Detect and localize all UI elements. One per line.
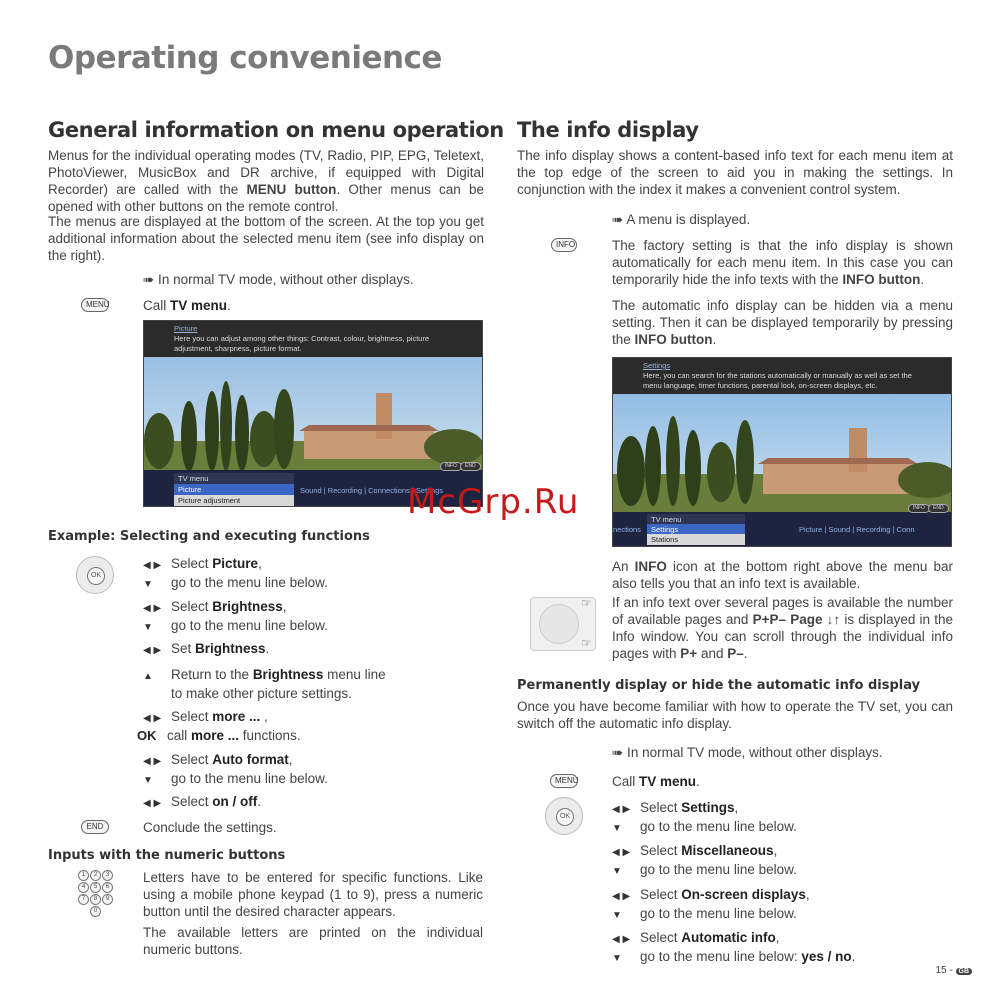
step-punct: ,: [805, 887, 810, 902]
menu-item-stations[interactable]: Stations: [647, 534, 745, 545]
arrow-left-right-icon: ◀ ▶: [143, 560, 162, 571]
step-text-2: go to the menu line below.: [171, 771, 328, 786]
step-punct: ,: [258, 556, 262, 571]
end-key-icon: END: [81, 820, 109, 834]
left-step-2: [143, 598, 328, 636]
example-heading: Example: Selecting and executing functions: [48, 529, 370, 544]
numpad-key-icon: 8: [90, 894, 101, 905]
right-p3: [612, 558, 953, 592]
p4-bold-2: P+: [680, 646, 698, 661]
end-pill-icon: END: [928, 504, 949, 513]
right-step-2: [612, 842, 797, 880]
pointer-hand-bottom-icon: ☞: [581, 636, 592, 650]
arrow-down-icon: ▼: [612, 910, 622, 921]
menu-key-icon: MENU: [81, 298, 109, 312]
left-call-tv-menu: [143, 297, 231, 314]
step-punct: ,: [775, 930, 780, 945]
step-punct: ,: [288, 752, 293, 767]
conclude-text: Conclude the settings.: [143, 820, 277, 835]
numpad-key-icon: 5: [90, 882, 101, 893]
remote-ring-icon: [539, 604, 579, 644]
p3-end: icon at the bottom right above the menu bar also tells you that an info text is available.: [612, 559, 953, 591]
step-punct: .: [265, 641, 270, 656]
ok-button-icon: OK: [556, 808, 574, 826]
page-number-text: 15 -: [935, 965, 953, 976]
arrow-left-right-icon: ◀ ▶: [612, 847, 631, 858]
language-badge: GB: [956, 968, 973, 975]
left-intro-2: The menus are displayed at the bottom of the screen. At the top you get additional information about the selected menu item (see info display on the right).: [48, 214, 484, 263]
step-bold: Picture: [212, 556, 259, 571]
right-step-1: [612, 799, 797, 837]
numeric-keypad-icon: [78, 870, 114, 918]
step-bold: Brightness: [252, 667, 324, 682]
step-bold: Brightness: [212, 599, 283, 614]
arrow-left-right-icon: ◀ ▶: [612, 934, 631, 945]
menu-item-picture-selected[interactable]: Picture: [174, 484, 294, 495]
p4-bold: P+P– Page: [752, 612, 823, 627]
numpad-key-icon: 0: [90, 906, 101, 917]
p1-text: The factory setting is that the info display is shown automatically for each menu item. In this case you can temporarily hide the info texts with the: [612, 238, 953, 287]
right-step-3: [612, 886, 810, 924]
arrow-down-icon: ▼: [143, 579, 153, 590]
step-bold: Brightness: [195, 641, 266, 656]
menu-tabs[interactable]: Picture | Sound | Recording | Conn: [799, 525, 915, 534]
step-punct: ,: [260, 709, 268, 724]
info-title: Picture: [174, 324, 198, 333]
p2-end: .: [712, 332, 717, 347]
menu-title: TV menu: [647, 514, 745, 525]
p3-bold: INFO: [634, 559, 667, 574]
call-end: .: [696, 774, 700, 789]
step-text-2: go to the menu line below:: [640, 949, 802, 964]
numeric-heading: Inputs with the numeric buttons: [48, 848, 286, 863]
call-text: Call: [612, 774, 640, 789]
right-call-tv-menu: [612, 773, 700, 790]
arrow-down-icon: ▼: [612, 953, 622, 964]
page-title: Operating convenience: [48, 40, 442, 76]
left-intro-1: [48, 147, 484, 215]
p2-text: The automatic info display can be hidden via a menu setting. Then it can be displayed temporarily by pressing the: [612, 298, 953, 347]
perm-heading: Permanently display or hide the automatic info display: [517, 678, 921, 693]
step-bold: Auto format: [212, 752, 289, 767]
info-title: Settings: [643, 361, 671, 370]
menu-item-settings-selected[interactable]: Settings: [647, 524, 745, 535]
step-text-2: go to the menu line below.: [640, 819, 797, 834]
arrow-left-right-icon: ◀ ▶: [612, 804, 631, 815]
left-step-7: [143, 793, 261, 812]
call-end: .: [227, 298, 231, 313]
info-pill-icon: INFO: [440, 462, 462, 471]
step-text: Select: [640, 887, 682, 902]
step-bold: Settings: [681, 800, 735, 815]
step-text-2: go to the menu line below.: [171, 575, 328, 590]
arrow-left-right-icon: ◀ ▶: [143, 713, 162, 724]
menu-bar: [613, 505, 951, 546]
step-text-2: to make other picture settings.: [171, 686, 352, 701]
page-number: [935, 965, 972, 976]
p4-bold-3: P–: [727, 646, 744, 661]
step-punct: ,: [282, 599, 287, 614]
perm-paragraph: Once you have become familiar with how to operate the TV set, you can switch off the automatic info display.: [517, 699, 953, 731]
p4-end: .: [743, 646, 748, 661]
intro-text-end: . Other menus can be opened with other buttons on the remote control.: [48, 182, 484, 214]
step-text: Select: [171, 709, 213, 724]
ok-navigation-pad-icon-right: [545, 797, 583, 835]
step-bold: On-screen displays: [681, 887, 806, 902]
step-text: Select: [171, 794, 213, 809]
p4-text-2: ↓↑ is displayed in the Info window. You can scroll through the individual info pages with: [612, 612, 953, 661]
p4-text-3: and: [697, 646, 728, 661]
info-text: Here, you can search for the stations automatically or manually as well as set the menu language, timer functions, parental lock, on-screen displays, etc.: [643, 371, 912, 390]
p1-end: .: [920, 272, 925, 287]
ok-navigation-pad-icon: [76, 556, 114, 594]
step-text-3: functions.: [239, 728, 301, 743]
step-bold-2: more ...: [191, 728, 240, 743]
arrow-down-icon: ▼: [612, 866, 622, 877]
right-precondition: ➠ A menu is displayed.: [612, 212, 751, 227]
arrow-down-icon: ▼: [612, 823, 622, 834]
info-key-icon: INFO: [551, 238, 577, 252]
right-heading: The info display: [517, 118, 699, 142]
left-step-1: [143, 555, 328, 593]
numpad-key-icon: 6: [102, 882, 113, 893]
p3-text: An: [612, 559, 635, 574]
numeric-p2: The available letters are printed on the individual numeric buttons.: [143, 925, 483, 957]
arrow-left-right-icon: ◀ ▶: [143, 798, 162, 809]
menu-key-icon-right: MENU: [550, 774, 578, 788]
right-step-4: [612, 929, 855, 967]
left-step-5: [137, 708, 301, 744]
numpad-key-icon: 3: [102, 870, 113, 881]
left-precondition: ➠ In normal TV mode, without other displays.: [143, 272, 414, 287]
numpad-key-icon: 4: [78, 882, 89, 893]
right-p2: [612, 297, 953, 348]
menu-tabs[interactable]: Sound | Recording | Connections | Settings: [300, 486, 444, 495]
step-text: Set: [171, 641, 196, 656]
step-text-2: go to the menu line below.: [640, 906, 797, 921]
arrow-left-right-icon: ◀ ▶: [143, 645, 162, 656]
info-window: [144, 321, 482, 357]
call-bold: TV menu: [170, 298, 228, 313]
step-text-2: go to the menu line below.: [171, 618, 328, 633]
landscape-image: [144, 381, 483, 481]
call-text: Call: [143, 298, 171, 313]
remote-page-keys-icon: [530, 597, 596, 651]
arrow-left-right-icon: ◀ ▶: [143, 756, 162, 767]
menu-title: TV menu: [174, 473, 294, 484]
numeric-p1: Letters have to be entered for specific functions. Like using a mobile phone keypad (1 to 9), press a numeric button until the desired character appears.: [143, 870, 483, 919]
step-text: Select: [171, 556, 213, 571]
left-heading: General information on menu operation: [48, 118, 504, 142]
step-text-2: go to the menu line below.: [640, 862, 797, 877]
step-punct: ,: [773, 843, 778, 858]
step-bold-2: yes / no: [801, 949, 852, 964]
arrow-up-icon: ▲: [143, 671, 153, 682]
arrow-down-icon: ▼: [143, 775, 153, 786]
watermark: McGrp.Ru: [407, 482, 580, 522]
info-pill-icon: INFO: [908, 504, 930, 513]
end-pill-icon: END: [460, 462, 481, 471]
right-p4: [612, 594, 953, 662]
step-bold: on / off: [212, 794, 258, 809]
numpad-key-icon: 9: [102, 894, 113, 905]
p1-bold: INFO button: [842, 272, 921, 287]
right-intro: The info display shows a content-based info text for each menu item at the top edge of the screen to aid you in making the settings. In conjunction with the index it makes a convenient control system.: [517, 148, 953, 197]
step-text-2: call: [167, 728, 192, 743]
step-bold: Miscellaneous: [681, 843, 774, 858]
menu-tab-left[interactable]: nections: [613, 525, 641, 534]
step-text: Select: [640, 800, 682, 815]
tv-screenshot-picture-menu: [143, 320, 483, 507]
tv-screenshot-settings-menu: [612, 357, 952, 547]
info-text: Here you can adjust among other things: Contrast, colour, brightness, picture adjustment, sharpness, picture format.: [174, 334, 430, 353]
step-text: Select: [171, 599, 213, 614]
numpad-key-icon: 2: [90, 870, 101, 881]
ok-key-label: OK: [137, 728, 157, 743]
left-step-3: [143, 640, 269, 659]
menu-item-picture-adjustment[interactable]: Picture adjustment: [174, 495, 294, 506]
right-precondition-2: ➠ In normal TV mode, without other displays.: [612, 745, 883, 760]
numpad-key-icon: 1: [78, 870, 89, 881]
step-punct: .: [257, 794, 262, 809]
numpad-key-icon: 7: [78, 894, 89, 905]
call-bold: TV menu: [639, 774, 697, 789]
step-text-mid: menu line: [323, 667, 386, 682]
intro-bold: MENU button: [246, 182, 337, 197]
arrow-left-right-icon: ◀ ▶: [143, 603, 162, 614]
intro-text: Menus for the individual operating modes (TV, Radio, PIP, EPG, Teletext, PhotoViewer, MusicBox and DR archive, if equipped with Digital Recorder) are called with the: [48, 148, 484, 197]
step-text: Select: [640, 930, 682, 945]
ok-button-icon: OK: [87, 567, 105, 585]
step-punct: ,: [734, 800, 739, 815]
left-step-6: [143, 751, 328, 789]
step-text: Select: [171, 752, 213, 767]
arrow-down-icon: ▼: [143, 622, 153, 633]
p2-bold: INFO button: [634, 332, 713, 347]
numpad-grid: [78, 870, 114, 917]
landscape-image: [613, 406, 952, 516]
step-text: Select: [640, 843, 682, 858]
left-step-4: [143, 666, 386, 702]
step-bold: more ...: [212, 709, 261, 724]
step-text: Return to the: [171, 667, 253, 682]
pointer-hand-top-icon: ☞: [581, 596, 592, 610]
step-bold: Automatic info: [681, 930, 776, 945]
info-window: [613, 358, 951, 394]
p4-text: If an info text over several pages is available the number of available pages and: [612, 595, 953, 627]
arrow-left-right-icon: ◀ ▶: [612, 891, 631, 902]
right-p1: [612, 237, 953, 288]
step-end: .: [851, 949, 856, 964]
